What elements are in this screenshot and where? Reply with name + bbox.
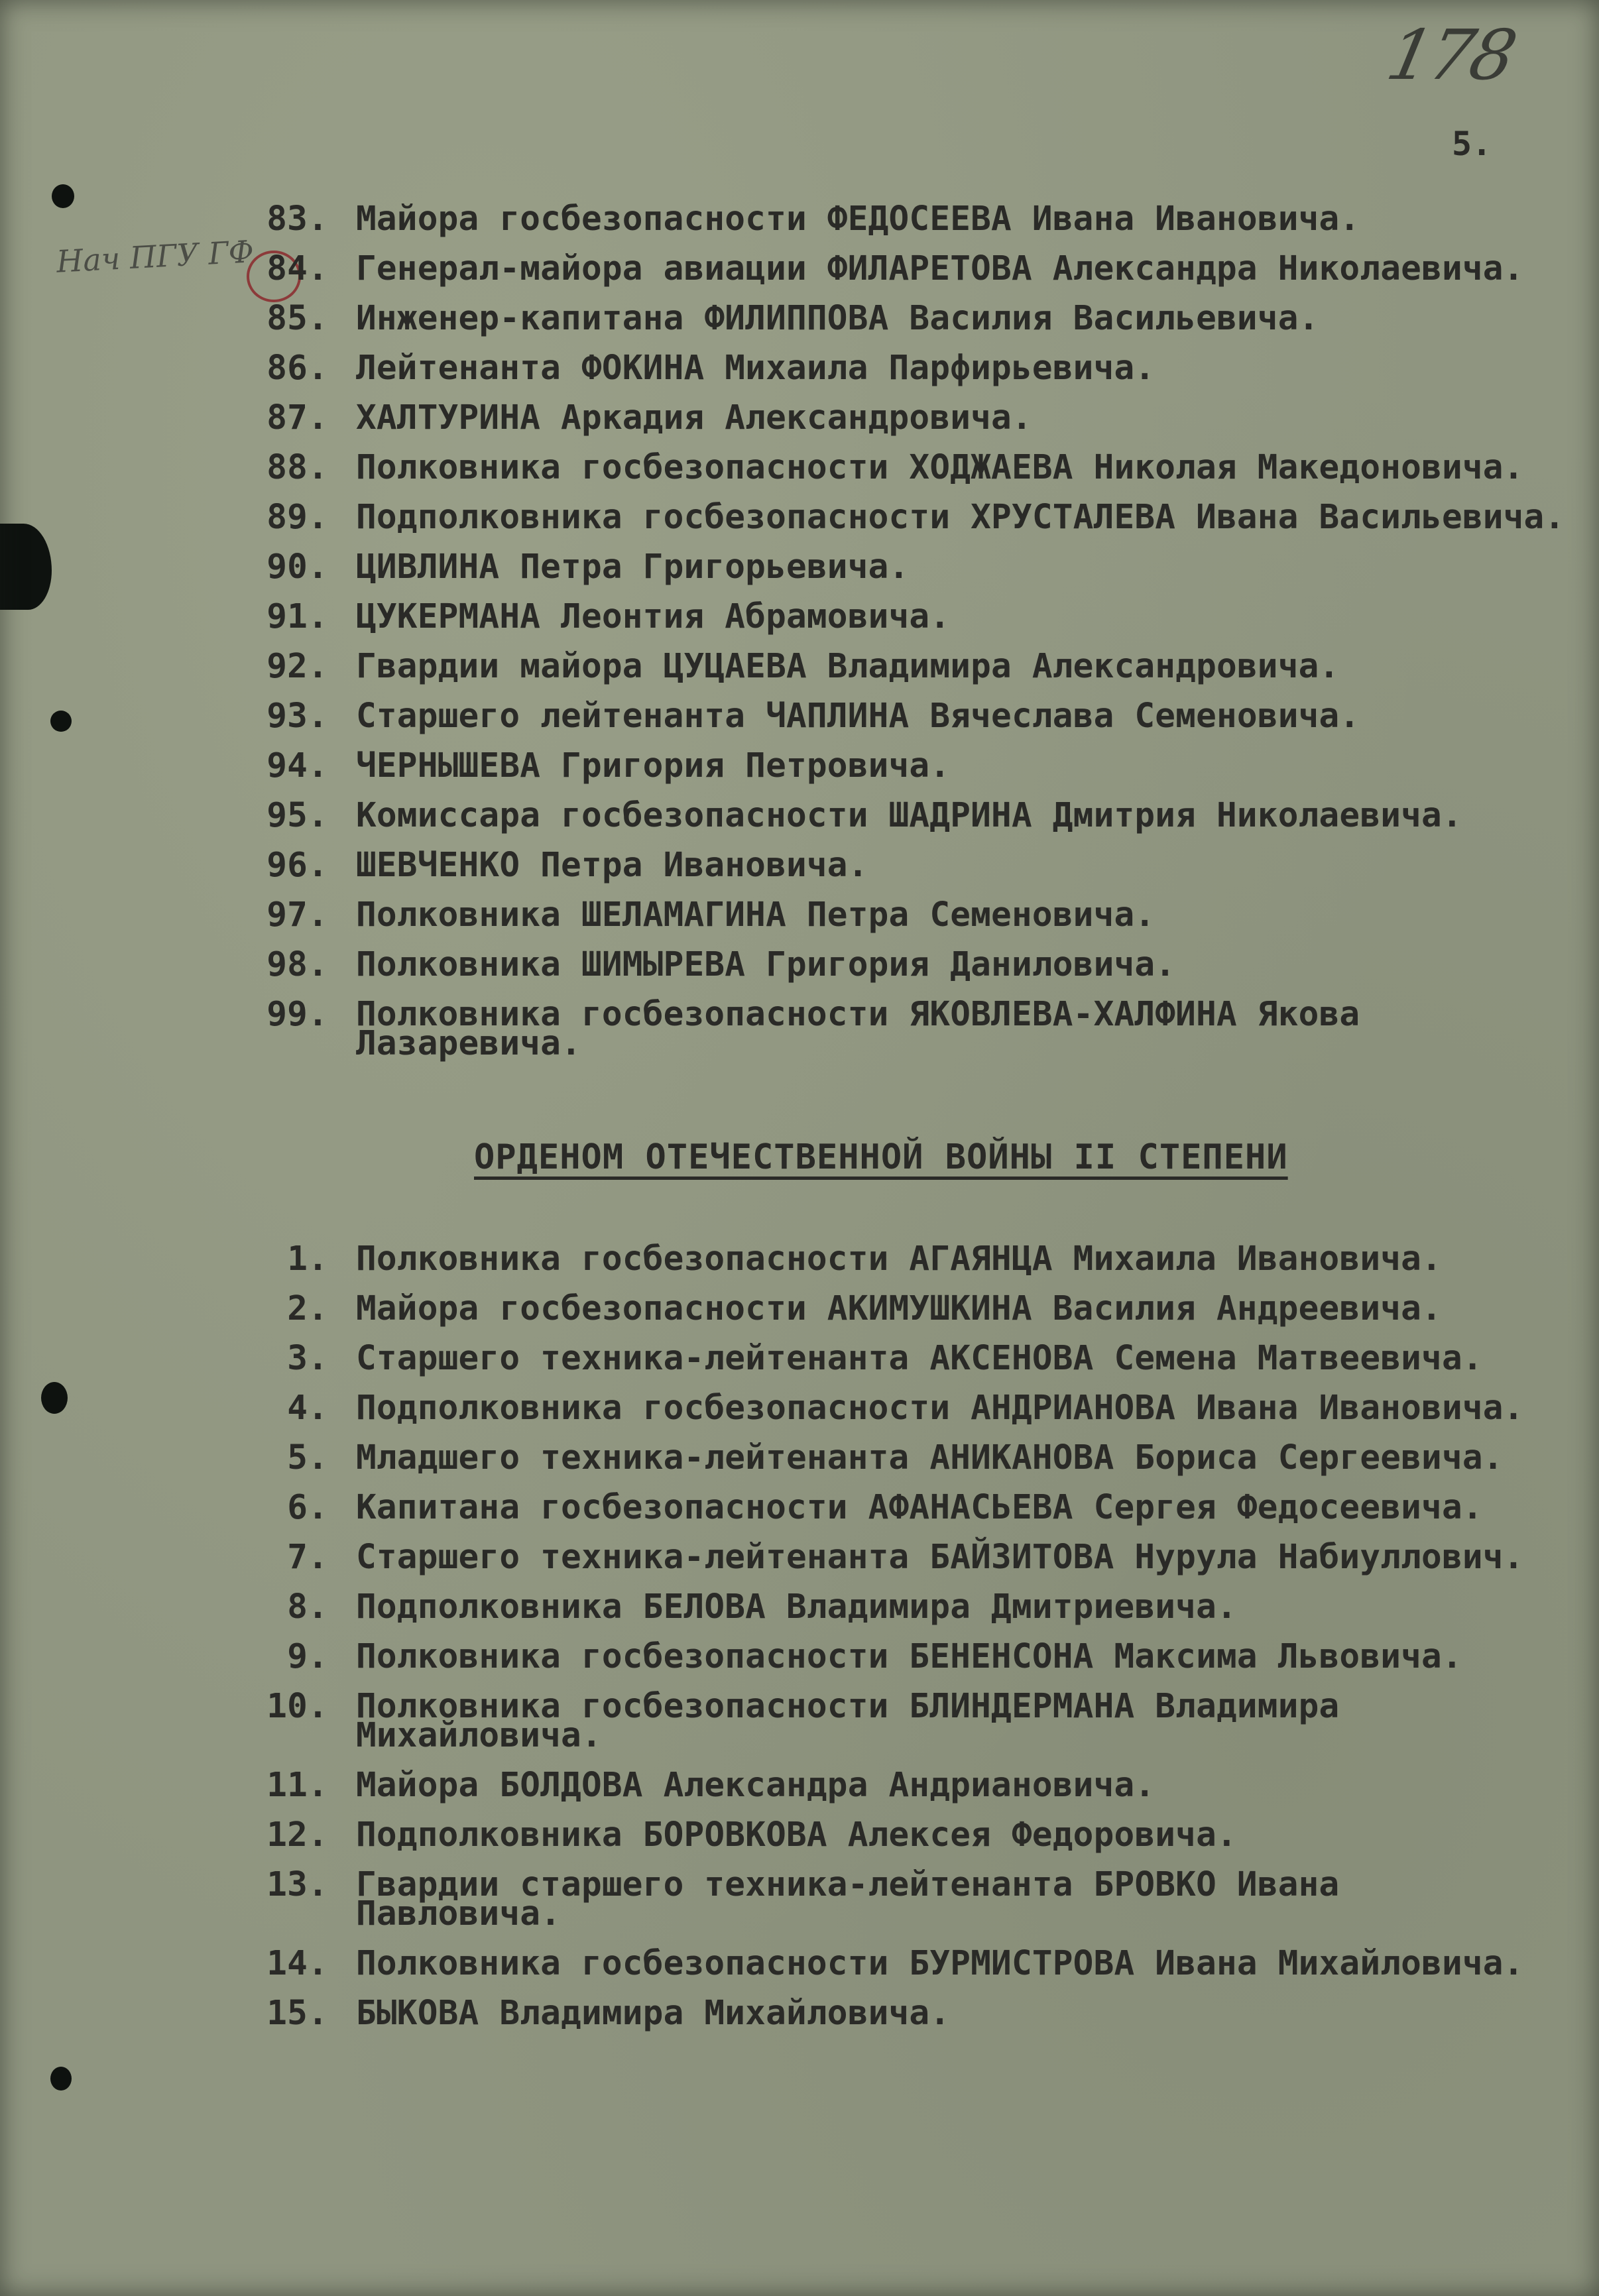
list-item xyxy=(0,597,951,636)
list-item xyxy=(0,1815,1237,1855)
item-number: 84. xyxy=(266,249,328,288)
list-item xyxy=(0,349,1155,388)
item-text: Полковника ШИМЫРЕВА Григория Даниловича. xyxy=(356,945,1176,984)
item-text: ЧЕРНЫШЕВА Григория Петровича. xyxy=(356,746,951,785)
item-number: 99. xyxy=(266,995,328,1034)
item-text: Полковника госбезопасности БЛИНДЕРМАНА Владимира xyxy=(356,1687,1340,1726)
item-text: Старшего лейтенанта ЧАПЛИНА Вячеслава Семеновича. xyxy=(356,697,1360,736)
item-number: 4. xyxy=(287,1389,328,1428)
item-text: Лейтенанта ФОКИНА Михаила Парфирьевича. xyxy=(356,349,1155,388)
item-number: 7. xyxy=(287,1538,328,1577)
item-number: 94. xyxy=(266,746,328,785)
item-number: 8. xyxy=(287,1587,328,1627)
item-number: 6. xyxy=(287,1488,328,1527)
item-text: Комиссара госбезопасности ШАДРИНА Дмитрия Николаевича. xyxy=(356,796,1462,835)
list-item xyxy=(0,498,1565,537)
item-text: Полковника госбезопасности БЕНЕНСОНА Максима Львовича. xyxy=(356,1637,1462,1676)
item-number: 97. xyxy=(266,895,328,935)
item-number: 10. xyxy=(266,1687,328,1726)
list-item xyxy=(0,1438,1504,1477)
item-text: ЦИВЛИНА Петра Григорьевича. xyxy=(356,547,910,587)
item-text: Полковника госбезопасности ХОДЖАЕВА Николая Македоновича. xyxy=(356,448,1524,487)
item-text-continuation: Лазаревича. xyxy=(356,1024,581,1063)
item-text: Гвардии старшего техника-лейтенанта БРОВКО Ивана xyxy=(356,1865,1340,1904)
list-item xyxy=(0,398,1032,437)
item-text: Подполковника БЕЛОВА Владимира Дмитриевича. xyxy=(356,1587,1237,1627)
list-item xyxy=(0,796,1462,835)
item-number: 9. xyxy=(287,1637,328,1676)
item-text-continuation: Павловича. xyxy=(356,1894,562,1933)
item-text: Младшего техника-лейтенанта АНИКАНОВА Бориса Сергеевича. xyxy=(356,1438,1504,1477)
item-number: 2. xyxy=(287,1289,328,1328)
list-item xyxy=(0,1994,951,2033)
list-item xyxy=(0,1488,1483,1527)
list-item xyxy=(0,895,1155,935)
folio-number-handwritten: 178 xyxy=(1380,15,1521,95)
list-item xyxy=(0,746,951,785)
item-text: Подполковника госбезопасности АНДРИАНОВА Ивана Ивановича. xyxy=(356,1389,1524,1428)
item-text: ЦУКЕРМАНА Леонтия Абрамовича. xyxy=(356,597,951,636)
item-number: 1. xyxy=(287,1239,328,1279)
item-number: 93. xyxy=(266,697,328,736)
list-item xyxy=(0,846,868,885)
item-number: 83. xyxy=(266,200,328,239)
list-item xyxy=(0,249,1524,288)
list-item xyxy=(0,697,1360,736)
list-item xyxy=(0,299,1319,338)
item-number: 88. xyxy=(266,448,328,487)
item-text: Полковника госбезопасности ЯКОВЛЕВА-ХАЛФИНА Якова xyxy=(356,995,1360,1034)
list-item xyxy=(0,1587,1237,1627)
item-text: Майора госбезопасности АКИМУШКИНА Василия Андреевича. xyxy=(356,1289,1442,1328)
item-text: БЫКОВА Владимира Михайловича. xyxy=(356,1994,951,2033)
list-item xyxy=(0,1637,1462,1676)
item-number: 14. xyxy=(266,1944,328,1983)
list-item xyxy=(0,1239,1442,1279)
item-number: 5. xyxy=(287,1438,328,1477)
item-text-continuation: Михайловича. xyxy=(356,1716,602,1755)
item-text: ХАЛТУРИНА Аркадия Александровича. xyxy=(356,398,1032,437)
list-item xyxy=(0,1865,1340,1904)
item-text: Майора госбезопасности ФЕДОСЕЕВА Ивана Ивановича. xyxy=(356,200,1360,239)
item-number: 11. xyxy=(266,1766,328,1805)
list-item xyxy=(0,1538,1524,1577)
page-number: 5. xyxy=(1452,125,1492,163)
item-number: 15. xyxy=(266,1994,328,2033)
list-item xyxy=(0,995,1360,1034)
item-text: Инженер-капитана ФИЛИППОВА Василия Васильевича. xyxy=(356,299,1319,338)
item-text: Майора БОЛДОВА Александра Андриановича. xyxy=(356,1766,1155,1805)
item-number: 87. xyxy=(266,398,328,437)
item-number: 91. xyxy=(266,597,328,636)
item-text: Старшего техника-лейтенанта БАЙЗИТОВА Нурула Набиуллович. xyxy=(356,1538,1524,1577)
item-number: 89. xyxy=(266,498,328,537)
item-number: 92. xyxy=(266,647,328,686)
item-number: 13. xyxy=(266,1865,328,1904)
item-number: 85. xyxy=(266,299,328,338)
list-item xyxy=(0,1339,1483,1378)
item-number: 12. xyxy=(266,1815,328,1855)
item-text: Подполковника госбезопасности ХРУСТАЛЕВА Ивана Васильевича. xyxy=(356,498,1565,537)
item-number: 96. xyxy=(266,846,328,885)
item-number: 98. xyxy=(266,945,328,984)
list-item xyxy=(0,647,1340,686)
list-item xyxy=(0,200,1360,239)
item-text: Полковника ШЕЛАМАГИНА Петра Семеновича. xyxy=(356,895,1155,935)
list-item xyxy=(0,1687,1340,1726)
item-text: Полковника госбезопасности АГАЯНЦА Михаила Ивановича. xyxy=(356,1239,1442,1279)
list-item xyxy=(0,1944,1524,1983)
list-item xyxy=(0,1289,1442,1328)
item-text: Гвардии майора ЦУЦАЕВА Владимира Александровича. xyxy=(356,647,1340,686)
list-item xyxy=(0,945,1176,984)
item-number: 95. xyxy=(266,796,328,835)
item-text: Старшего техника-лейтенанта АКСЕНОВА Семена Матвеевича. xyxy=(356,1339,1483,1378)
item-number: 90. xyxy=(266,547,328,587)
item-text: Полковника госбезопасности БУРМИСТРОВА Ивана Михайловича. xyxy=(356,1944,1524,1983)
punch-hole-5 xyxy=(50,2067,72,2091)
list-item xyxy=(0,1766,1155,1805)
item-text: Подполковника БОРОВКОВА Алексея Федоровича. xyxy=(356,1815,1237,1855)
item-number: 86. xyxy=(266,349,328,388)
item-text: Генерал-майора авиации ФИЛАРЕТОВА Александра Николаевича. xyxy=(356,249,1524,288)
item-text: ШЕВЧЕНКО Петра Ивановича. xyxy=(356,846,868,885)
list-item xyxy=(0,547,910,587)
list-item xyxy=(0,448,1524,487)
marginal-note-handwritten: Нач ПГУ ГФ xyxy=(55,233,255,280)
list-item xyxy=(0,1389,1524,1428)
section-heading: ОРДЕНОМ ОТЕЧЕСТВЕННОЙ ВОЙНЫ II СТЕПЕНИ xyxy=(474,1137,1288,1177)
item-text: Капитана госбезопасности АФАНАСЬЕВА Сергея Федосеевича. xyxy=(356,1488,1483,1527)
item-number: 3. xyxy=(287,1339,328,1378)
